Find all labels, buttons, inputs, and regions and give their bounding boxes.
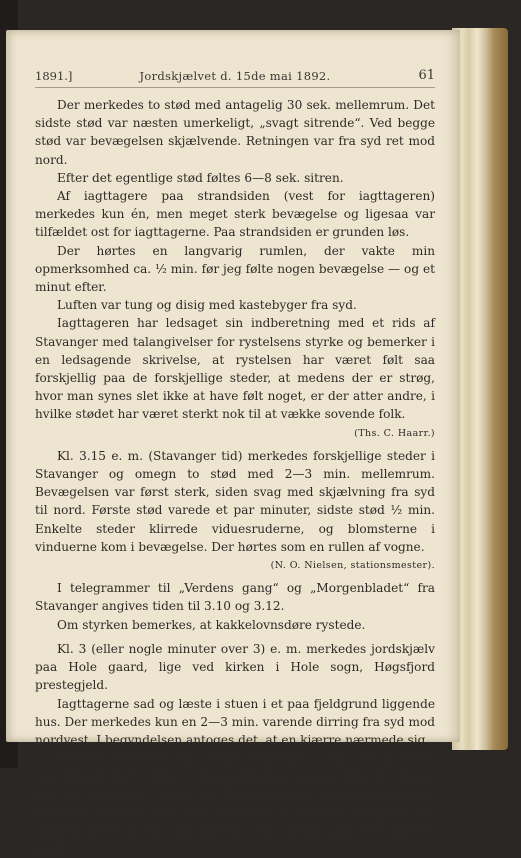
paragraph: Kl. 3 (eller nogle minuter over 3) e. m. merkedes jordskjælv paa Hole gaard, lige ved kirken i Hole sogn, Høgsfjord prestegjeld. [35,641,435,693]
paragraph: Luften var tung og disig med kastebyger fra syd. [57,298,357,313]
paragraph: Iagttagerne sad og læste i stuen i et paa fjeldgrund liggende hus. Der merkedes kun en 2—3 min. varende dirring fra syd mod nordvest. I begyndelsen antoges det, at en kjærre nærmede sig. [35,696,435,747]
header-year: 1891.] [35,69,73,83]
book-page [6,30,460,857]
header-title: Jordskjælvet d. 15de mai 1892. [139,69,331,83]
signature: (N. O. Nielsen, stationsmester). [270,560,435,572]
signature: (Ths. C. Haarr.) [354,427,435,439]
book-page-edges [452,28,508,750]
paragraph: Om styrken bemerkes, at kakkelovnsdøre rystede. [57,617,366,632]
paragraph: I telegrammer til „Verdens gang“ og „Morgenbladet“ fra Stavanger angives tiden til 3.10 og 3.12. [35,581,435,614]
paragraph: Kl. 3.15 e. m. (Stavanger tid) merkedes forskjellige steder i Stavanger og omegn to stød med 2—3 min. mellemrum. Bevægelsen var først sterk, siden svag med skjælvning fra syd til nord. Første stød varede et par minuter, sidste stød ½ min. Enkelte steder klirrede viduesruderne, og blomsterne i vinduerne kom i bevægelse. Der hørtes som en rullen af vogne. [35,448,435,554]
page-content [35,67,435,858]
paragraph: Der merkedes to stød med antagelig 30 sek. mellemrum. Det sidste stød var næsten umerkeligt, „svagt sitrende“. Ved begge stød var bevægelsen skjælvende. Retningen var fra syd ret mod nord. [35,98,435,167]
paragraph: Af iagttagere paa strandsiden (vest for iagttageren) merkedes kun én, men meget sterk bevægelse og ligesaa var tilfældet ost for iagttagerne. Paa strandsiden er grunden løs. [35,189,435,240]
paragraph: I huset merkedes kun svage virkninger; „kun stolen under mig dirrede lidt“. „Men i grannestuerne, længer oppe fra sjøen, paa løs grund, ca. ¼ km. fra Hole, kjendtes bevægelsen meget sterkere og mest som stød. Vandet i en karaffel svingede der mellem nord og syd. En person, som skulde gaa over gulvet, holdt [35,751,435,857]
paragraph: Efter det egentlige stød føltes 6—8 sek. sitren. [57,170,344,185]
paragraph: Iagttageren har ledsaget sin indberetning med et rids af Stavanger med talangivelser for rystelsens styrke og bemerker i en ledsagende skrivelse, at rystelsen har været følt saa forskjellig paa de forskjellige steder, at medens der er strøg, hvor man synes slet ikke at have følt noget, er der atter andre, i hvilke stødet har været sterkt nok til at vække sovende folk. [35,316,435,422]
paragraph: Der hørtes en langvarig rumlen, der vakte min opmerksomhed ca. ½ min. før jeg følte nogen bevægelse — og et minut efter. [35,243,435,295]
running-header [35,67,435,88]
page-number: 61 [418,68,435,83]
